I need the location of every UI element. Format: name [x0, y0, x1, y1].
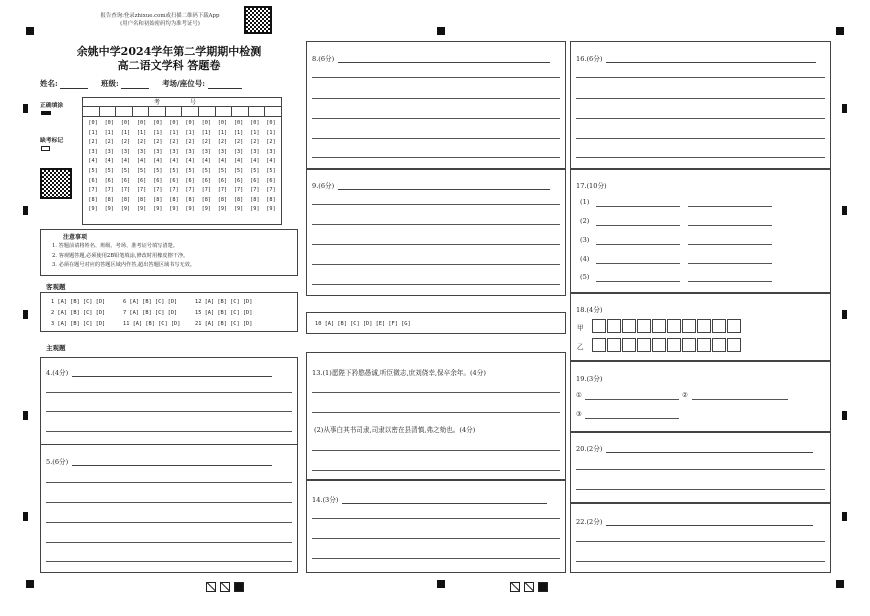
exam-number-bubble[interactable]: [2]: [153, 139, 163, 146]
exam-number-bubble[interactable]: [8]: [233, 196, 244, 203]
exam-number-bubble[interactable]: [5]: [201, 167, 211, 174]
exam-number-bubble[interactable]: [9]: [201, 206, 211, 213]
student-info: [40, 78, 252, 89]
answer-line[interactable]: [576, 157, 825, 158]
question-22-header: [576, 516, 813, 526]
exam-number-bubble[interactable]: [7]: [266, 187, 276, 194]
question-19-sub: ③: [576, 410, 582, 418]
exam-number-column: [182, 119, 198, 215]
answer-line[interactable]: [46, 482, 292, 483]
question-20-header: [576, 443, 813, 453]
name-field[interactable]: [60, 82, 88, 89]
answer-line[interactable]: [585, 399, 679, 400]
exam-number-bubble[interactable]: [7]: [201, 187, 211, 194]
exam-number-bubble[interactable]: [3]: [120, 148, 131, 155]
notice-item: 3. 必须在题号对应的答题区域内作答,超出答题区域书写无效。: [52, 262, 196, 268]
exam-number-bubble[interactable]: [9]: [217, 206, 228, 213]
answer-line[interactable]: [312, 392, 560, 393]
exam-number-bubble[interactable]: [1]: [233, 129, 244, 136]
exam-number-bubble[interactable]: [0]: [266, 120, 276, 126]
answer-line[interactable]: [576, 118, 825, 119]
objective-item[interactable]: 6 [A] [B] [C] [D]: [123, 299, 178, 305]
exam-number-bubble[interactable]: [1]: [104, 129, 114, 136]
exam-number-bubbles: [83, 117, 281, 215]
exam-number-bubble[interactable]: [8]: [250, 196, 260, 203]
exam-number-bubble[interactable]: [4]: [88, 158, 98, 165]
exam-number-bubble[interactable]: [3]: [233, 148, 244, 155]
exam-number-bubble[interactable]: [6]: [250, 177, 260, 184]
question-22-box: [570, 503, 831, 573]
page-mark-filled: [538, 582, 548, 592]
question-19-sub: ②: [682, 391, 688, 399]
class-label: 班级:: [101, 79, 119, 88]
answer-line[interactable]: [312, 284, 560, 285]
exam-number-bubble[interactable]: [5]: [120, 167, 131, 174]
objective-item[interactable]: 21 [A] [B] [C] [D]: [195, 321, 253, 327]
answer-line[interactable]: [576, 469, 825, 470]
exam-number-bubble[interactable]: [1]: [250, 129, 260, 136]
question-22-label: 22.(2分): [576, 518, 603, 526]
answer-line[interactable]: [688, 206, 772, 207]
question-16-header: [576, 53, 816, 63]
side-mark-left: [23, 512, 28, 521]
exam-number-bubble[interactable]: [2]: [169, 139, 179, 146]
exam-number-column: [231, 119, 247, 215]
absent-mark-label: 缺考标记: [40, 138, 64, 144]
answer-line[interactable]: [312, 224, 560, 225]
exam-number-bubble[interactable]: [3]: [169, 148, 179, 155]
exam-number-bubble[interactable]: [4]: [104, 158, 114, 165]
side-mark-right: [842, 411, 847, 420]
answer-line[interactable]: [46, 502, 292, 503]
exam-number-bubble[interactable]: [3]: [88, 148, 98, 155]
exam-number-bubble[interactable]: [6]: [136, 177, 147, 184]
exam-number-bubble[interactable]: [8]: [185, 196, 195, 203]
answer-line[interactable]: [46, 411, 292, 412]
exam-number-bubble[interactable]: [1]: [120, 129, 131, 136]
exam-number-bubble[interactable]: [3]: [201, 148, 211, 155]
exam-number-bubble[interactable]: [5]: [217, 167, 228, 174]
exam-number-column: [150, 119, 166, 215]
side-mark-right: [842, 206, 847, 215]
exam-number-bubble[interactable]: [0]: [120, 120, 131, 126]
exam-number-bubble[interactable]: [3]: [250, 148, 260, 155]
exam-number-bubble[interactable]: [2]: [233, 139, 244, 146]
exam-number-bubble[interactable]: [3]: [185, 148, 195, 155]
answer-line[interactable]: [312, 98, 560, 99]
corner-mark-bottom-right: [836, 580, 844, 588]
answer-line[interactable]: [692, 399, 788, 400]
question-9-label: 9.(6分): [312, 182, 335, 190]
exam-number-bubble[interactable]: [3]: [217, 148, 228, 155]
exam-number-column: [101, 119, 117, 215]
answer-line[interactable]: [596, 244, 680, 245]
exam-number-bubble[interactable]: [6]: [120, 177, 131, 184]
question-20-label: 20.(2分): [576, 445, 603, 453]
question-18-row-label: 乙: [577, 343, 584, 351]
notice-title: 注意事项: [63, 234, 88, 241]
question-9-header: [312, 180, 550, 190]
exam-number-bubble[interactable]: [1]: [88, 129, 98, 136]
exam-number-bubble[interactable]: [9]: [120, 206, 131, 213]
exam-number-bubble[interactable]: [0]: [201, 120, 211, 126]
absent-mark-checkbox[interactable]: [41, 146, 50, 151]
objective-item-10[interactable]: 10 [A] [B] [C] [D] [E] [F] [G]: [315, 321, 411, 327]
corner-mark-bottom-center: [437, 580, 445, 588]
exam-number-bubble[interactable]: [0]: [169, 120, 179, 126]
exam-number-bubble[interactable]: [6]: [104, 177, 114, 184]
exam-number-bubble[interactable]: [0]: [217, 120, 228, 126]
exam-number-bubble[interactable]: [1]: [153, 129, 163, 136]
corner-mark-top-left: [26, 27, 34, 35]
exam-number-bubble[interactable]: [7]: [120, 187, 131, 194]
exam-number-bubble[interactable]: [8]: [88, 196, 98, 203]
side-mark-right: [842, 310, 847, 319]
corner-mark-top-center: [437, 27, 445, 35]
answer-line[interactable]: [596, 263, 680, 264]
exam-number-bubble[interactable]: [7]: [185, 187, 195, 194]
objective-item[interactable]: 7 [A] [B] [C] [D]: [123, 310, 178, 316]
exam-number-bubble[interactable]: [5]: [136, 167, 147, 174]
page-mark-group: [510, 582, 548, 592]
question-17-sub: (1): [580, 198, 590, 206]
exam-number-bubble[interactable]: [6]: [153, 177, 163, 184]
exam-number-column: [117, 119, 133, 215]
exam-subtitle: 高二语文学科 答题卷: [117, 59, 221, 72]
room-seat-field[interactable]: [208, 82, 242, 89]
answer-line[interactable]: [312, 77, 560, 78]
side-mark-right: [842, 104, 847, 113]
exam-number-bubble[interactable]: [4]: [136, 158, 147, 165]
exam-number-bubble[interactable]: [4]: [185, 158, 195, 165]
exam-number-bubble[interactable]: [8]: [153, 196, 163, 203]
exam-number-bubble[interactable]: [7]: [104, 187, 114, 194]
question-17-sub: (5): [580, 273, 590, 281]
exam-number-bubble[interactable]: [2]: [88, 139, 98, 146]
side-mark-left: [23, 104, 28, 113]
question-8-header: [312, 53, 550, 63]
objective-section-label: 客观题: [46, 283, 66, 291]
answer-line[interactable]: [312, 470, 560, 471]
exam-number-bubble[interactable]: [0]: [136, 120, 147, 126]
question-19-box: [570, 361, 831, 432]
question-4-label: 4.(4分): [46, 369, 69, 377]
question-18-row-label: 甲: [577, 324, 584, 332]
answer-line[interactable]: [312, 244, 560, 245]
exam-number-bubble[interactable]: [6]: [266, 177, 276, 184]
question-13-part2-label: (2)从事白其书司隶,司隶以密在县清慎,弗之劾也。(4分): [314, 426, 476, 434]
answer-line[interactable]: [46, 542, 292, 543]
answer-line[interactable]: [312, 558, 560, 559]
objective-item[interactable]: 11 [A] [B] [C] [D]: [123, 321, 181, 327]
exam-number-bubble[interactable]: [5]: [88, 167, 98, 174]
exam-number-column: [198, 119, 214, 215]
answer-line[interactable]: [596, 281, 680, 282]
exam-number-bubble[interactable]: [2]: [136, 139, 147, 146]
answer-line[interactable]: [312, 118, 560, 119]
exam-number-bubble[interactable]: [4]: [217, 158, 228, 165]
exam-number-bubble[interactable]: [9]: [88, 206, 98, 213]
exam-number-bubble[interactable]: [7]: [153, 187, 163, 194]
exam-number-bubble[interactable]: [0]: [88, 120, 98, 126]
exam-number-bubble[interactable]: [4]: [169, 158, 179, 165]
exam-number-bubble[interactable]: [9]: [233, 206, 244, 213]
answer-line[interactable]: [312, 157, 560, 158]
answer-line[interactable]: [312, 412, 560, 413]
question-14-label: 14.(3分): [312, 496, 339, 504]
answer-line[interactable]: [46, 431, 292, 432]
exam-number-bubble[interactable]: [4]: [120, 158, 131, 165]
answer-line[interactable]: [312, 518, 560, 519]
exam-number-bubble[interactable]: [0]: [185, 120, 195, 126]
answer-line[interactable]: [46, 561, 292, 562]
page-mark-slash: [206, 582, 216, 592]
exam-number-bubble[interactable]: [7]: [217, 187, 228, 194]
page-mark-group: [206, 582, 244, 592]
exam-number-bubble[interactable]: [2]: [104, 139, 114, 146]
exam-number-bubble[interactable]: [1]: [185, 129, 195, 136]
exam-number-bubble[interactable]: [2]: [120, 139, 131, 146]
exam-number-bubble[interactable]: [6]: [185, 177, 195, 184]
question-18-grid-row[interactable]: [592, 338, 742, 352]
name-label: 姓名:: [40, 79, 58, 88]
exam-number-bubble[interactable]: [6]: [233, 177, 244, 184]
exam-number-bubble[interactable]: [3]: [104, 148, 114, 155]
exam-number-bubble[interactable]: [1]: [169, 129, 179, 136]
question-17-sub: (4): [580, 255, 590, 263]
exam-number-bubble[interactable]: [4]: [201, 158, 211, 165]
exam-number-bubble[interactable]: [0]: [250, 120, 260, 126]
exam-title: 余姚中学2024学年第二学期期中检测: [76, 45, 262, 58]
correct-fill-sample: [41, 111, 51, 115]
question-18-grid-row[interactable]: [592, 319, 742, 333]
qr-code-icon: [244, 6, 272, 34]
exam-number-bubble[interactable]: [5]: [169, 167, 179, 174]
exam-number-bubble[interactable]: [1]: [136, 129, 147, 136]
question-14-header: [312, 494, 547, 504]
exam-number-bubble[interactable]: [6]: [201, 177, 211, 184]
exam-number-bubble[interactable]: [5]: [153, 167, 163, 174]
question-5-header: [46, 456, 272, 466]
exam-number-bubble[interactable]: [1]: [266, 129, 276, 136]
side-mark-left: [23, 310, 28, 319]
exam-number-bubble[interactable]: [3]: [266, 148, 276, 155]
exam-number-bubble[interactable]: [3]: [136, 148, 147, 155]
exam-number-bubble[interactable]: [2]: [185, 139, 195, 146]
exam-number-bubble[interactable]: [8]: [201, 196, 211, 203]
report-query-line1: 报告查询:登录zhixue.com或扫描二维码下载App: [100, 13, 220, 19]
exam-number-bubble[interactable]: [3]: [153, 148, 163, 155]
exam-number-bubble[interactable]: [5]: [266, 167, 276, 174]
exam-number-bubble[interactable]: [7]: [169, 187, 179, 194]
question-19-label: 19.(3分): [576, 375, 603, 383]
question-18-label: 18.(4分): [576, 306, 603, 314]
exam-number-bubble[interactable]: [5]: [185, 167, 195, 174]
exam-number-bubble[interactable]: [4]: [250, 158, 260, 165]
objective-answer-box: [40, 292, 298, 332]
exam-number-bubble[interactable]: [8]: [120, 196, 131, 203]
side-mark-right: [842, 512, 847, 521]
exam-number-bubble[interactable]: [2]: [266, 139, 276, 146]
answer-line[interactable]: [46, 392, 292, 393]
question-19-sub: ①: [576, 391, 582, 399]
answer-line[interactable]: [688, 244, 772, 245]
exam-number-bubble[interactable]: [9]: [169, 206, 179, 213]
exam-number-bubble[interactable]: [9]: [153, 206, 163, 213]
page-mark-filled: [234, 582, 244, 592]
exam-number-bubble[interactable]: [9]: [266, 206, 276, 213]
answer-line[interactable]: [688, 263, 772, 264]
exam-number-title: 考 号: [83, 98, 281, 107]
answer-line[interactable]: [312, 538, 560, 539]
correct-fill-label: 正确填涂: [40, 103, 64, 109]
exam-number-bubble[interactable]: [9]: [136, 206, 147, 213]
exam-number-grid: [82, 97, 282, 225]
exam-number-bubble[interactable]: [9]: [104, 206, 114, 213]
notice-item: 1. 答题前请将姓名、班级、考场、准考证号填写清楚。: [52, 243, 178, 249]
notice-item: 2. 客观题答题,必须使用2B铅笔填涂,修改时用橡皮擦干净。: [52, 252, 189, 259]
answer-line[interactable]: [576, 138, 825, 139]
answer-line[interactable]: [46, 522, 292, 523]
page-mark-slash: [220, 582, 230, 592]
page-mark-slash: [524, 582, 534, 592]
exam-number-bubble[interactable]: [5]: [233, 167, 244, 174]
exam-number-bubble[interactable]: [2]: [217, 139, 228, 146]
subjective-section-label: 主观题: [46, 344, 66, 352]
exam-number-column: [247, 119, 263, 215]
question-17-sub: (3): [580, 236, 590, 244]
exam-number-bubble[interactable]: [9]: [185, 206, 195, 213]
exam-number-bubble[interactable]: [8]: [266, 196, 276, 203]
objective-item[interactable]: 2 [A] [B] [C] [D]: [51, 310, 106, 316]
exam-number-bubble[interactable]: [1]: [217, 129, 228, 136]
question-8-label: 8.(6分): [312, 55, 335, 63]
objective-item[interactable]: 15 [A] [B] [C] [D]: [195, 310, 253, 316]
corner-mark-bottom-left: [26, 580, 34, 588]
exam-number-bubble[interactable]: [0]: [233, 120, 244, 126]
side-mark-left: [23, 411, 28, 420]
answer-line[interactable]: [585, 418, 679, 419]
exam-number-bubble[interactable]: [0]: [104, 120, 114, 126]
exam-number-bubble[interactable]: [0]: [153, 120, 163, 126]
notice-box: [40, 229, 298, 276]
answer-line[interactable]: [576, 77, 825, 78]
answer-line[interactable]: [312, 264, 560, 265]
answer-line[interactable]: [688, 281, 772, 282]
corner-mark-top-right: [836, 27, 844, 35]
answer-line[interactable]: [596, 225, 680, 226]
answer-line[interactable]: [312, 204, 560, 205]
room-seat-label: 考场/座位号:: [162, 79, 206, 88]
answer-line[interactable]: [576, 541, 825, 542]
exam-number-column: [85, 119, 101, 215]
question-17-sub: (2): [580, 217, 590, 225]
question-5-label: 5.(6分): [46, 458, 69, 466]
exam-number-bubble[interactable]: [9]: [250, 206, 260, 213]
question-4-header: [46, 367, 272, 377]
exam-number-bubble[interactable]: [6]: [169, 177, 179, 184]
exam-number-bubble[interactable]: [7]: [233, 187, 244, 194]
answer-line[interactable]: [576, 98, 825, 99]
objective-item[interactable]: 12 [A] [B] [C] [D]: [195, 299, 253, 305]
qr-code-icon: [40, 168, 72, 199]
exam-number-bubble[interactable]: [7]: [136, 187, 147, 194]
exam-number-bubble[interactable]: [6]: [217, 177, 228, 184]
answer-line[interactable]: [596, 206, 680, 207]
exam-number-bubble[interactable]: [5]: [250, 167, 260, 174]
exam-number-column: [214, 119, 230, 215]
question-16-label: 16.(6分): [576, 55, 603, 63]
exam-number-bubble[interactable]: [8]: [104, 196, 114, 203]
exam-number-bubble[interactable]: [4]: [266, 158, 276, 165]
report-query-line2: (用户名和初始密码均为准考证号): [120, 21, 200, 27]
question-10-box: [306, 312, 566, 334]
side-mark-left: [23, 206, 28, 215]
exam-number-column: [263, 119, 279, 215]
exam-number-bubble[interactable]: [2]: [250, 139, 260, 146]
answer-line[interactable]: [312, 450, 560, 451]
exam-number-bubble[interactable]: [7]: [88, 187, 98, 194]
exam-number-bubble[interactable]: [8]: [136, 196, 147, 203]
exam-number-bubble[interactable]: [5]: [104, 167, 114, 174]
answer-line[interactable]: [576, 561, 825, 562]
exam-number-bubble[interactable]: [8]: [217, 196, 228, 203]
class-field[interactable]: [121, 82, 149, 89]
question-13-part1-label: 13.(1)愿陛下矜愍愚诚,听臣微志,庶刘侥幸,保卒余年。(4分): [312, 369, 486, 377]
exam-number-bubble[interactable]: [6]: [88, 177, 98, 184]
exam-number-bubble[interactable]: [8]: [169, 196, 179, 203]
objective-item[interactable]: 3 [A] [B] [C] [D]: [51, 321, 106, 327]
objective-item[interactable]: 1 [A] [B] [C] [D]: [51, 299, 106, 305]
page-mark-slash: [510, 582, 520, 592]
exam-number-bubble[interactable]: [1]: [201, 129, 211, 136]
exam-number-write-row[interactable]: [83, 107, 281, 117]
exam-number-column: [134, 119, 150, 215]
exam-number-bubble[interactable]: [7]: [250, 187, 260, 194]
exam-number-bubble[interactable]: [4]: [153, 158, 163, 165]
answer-line[interactable]: [312, 138, 560, 139]
question-17-label: 17.(10分): [576, 182, 607, 190]
exam-number-bubble[interactable]: [2]: [201, 139, 211, 146]
question-17-box: [570, 169, 831, 293]
exam-number-bubble[interactable]: [4]: [233, 158, 244, 165]
answer-line[interactable]: [688, 225, 772, 226]
report-query-note: [85, 12, 235, 28]
exam-number-column: [166, 119, 182, 215]
answer-line[interactable]: [576, 489, 825, 490]
